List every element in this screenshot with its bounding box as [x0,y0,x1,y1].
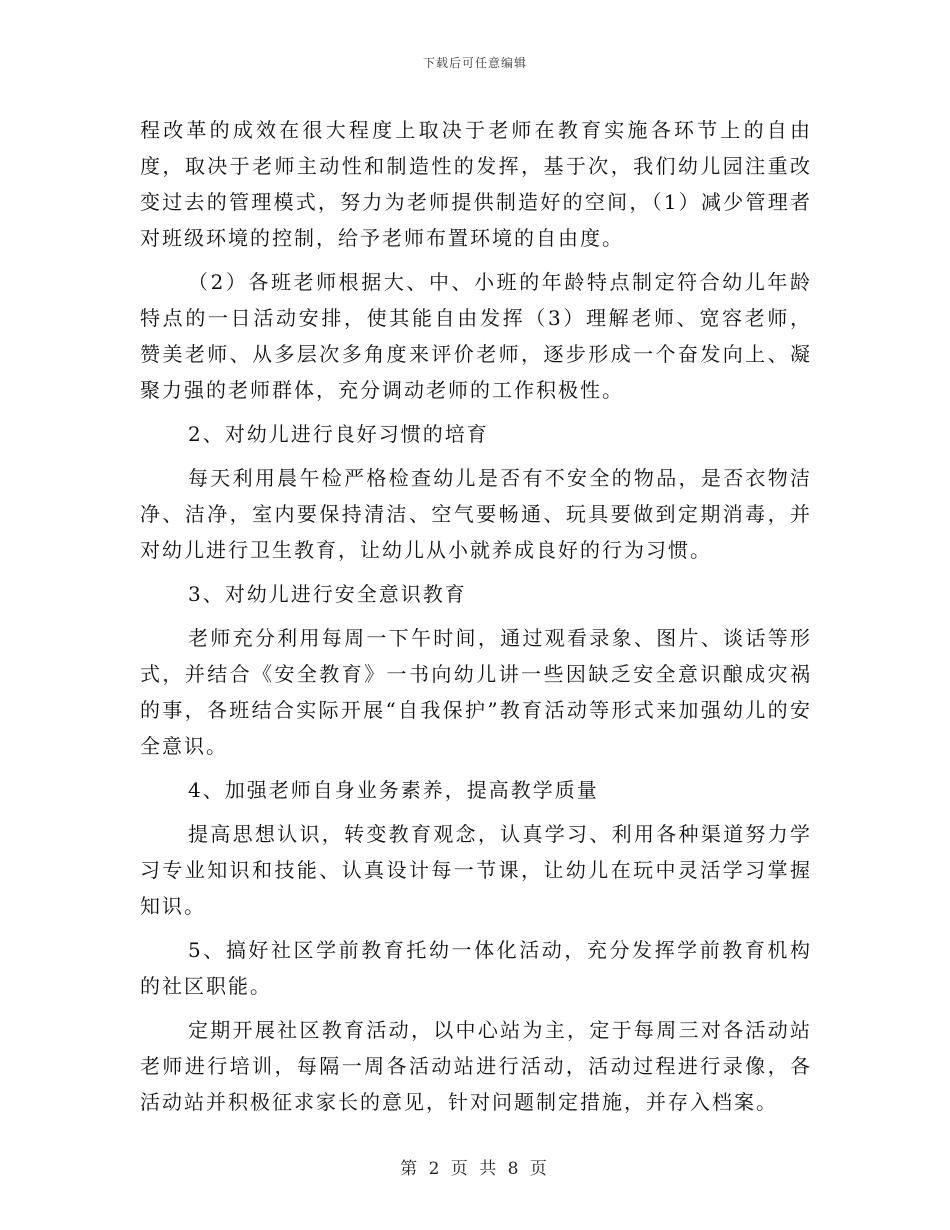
paragraph-1: 程改革的成效在很大程度上取决于老师在教育实施各环节上的自由度，取决于老师主动性和制造性的发挥，基于次，我们幼儿园注重改变过去的管理模式，努力为老师提供制造好的空间，（1）减少管理者对班级环境的控制，给予老师布置环境的自由度。 [140,118,812,250]
paragraph-2: （2）各班老师根据大、中、小班的年龄特点制定符合幼儿年龄特点的一日活动安排，使其能自由发挥（3）理解老师、宽容老师，赞美老师、从多层次多角度来评价老师，逐步形成一个奋发向上、凝聚力强的老师群体，充分调动老师的工作积极性。 [140,270,812,402]
paragraph-3: 每天利用晨午检严格检查幼儿是否有不安全的物品，是否衣物洁净、洁净，室内要保持清洁、空气要畅通、玩具要做到定期消毒，并对幼儿进行卫生教育，让幼儿从小就养成良好的行为习惯。 [140,466,812,562]
paragraph-6: 定期开展社区教育活动，以中心站为主，定于每周三对各活动站老师进行培训，每隔一周各活动站进行活动，活动过程进行录像，各活动站并积极征求家长的意见，针对问题制定措施，并存入档案。 [140,1018,812,1114]
section-heading-4: 4、加强老师自身业务素养，提高教学质量 [188,778,599,802]
section-heading-5: 5、搞好社区学前教育托幼一体化活动，充分发挥学前教育机构的社区职能。 [140,938,812,998]
document-body [140,112,812,1128]
paragraph-4: 老师充分利用每周一下午时间，通过观看录象、图片、谈话等形式，并结合《安全教育》一书向幼儿讲一些因缺乏安全意识酿成灾祸的事，各班结合实际开展“自我保护”教育活动等形式来加强幼儿的安全意识。 [140,626,812,758]
paragraph-5: 提高思想认识，转变教育观念，认真学习、利用各种渠道努力学习专业知识和技能、认真设计每一节课，让幼儿在玩中灵活学习掌握知识。 [140,822,812,918]
section-heading-3: 3、对幼儿进行安全意识教育 [188,582,467,606]
page-header: 下载后可任意编辑 [422,56,527,70]
page-number-footer: 第 2 页 共 8 页 [400,1159,550,1179]
section-heading-2: 2、对幼儿进行良好习惯的培育 [188,422,489,446]
